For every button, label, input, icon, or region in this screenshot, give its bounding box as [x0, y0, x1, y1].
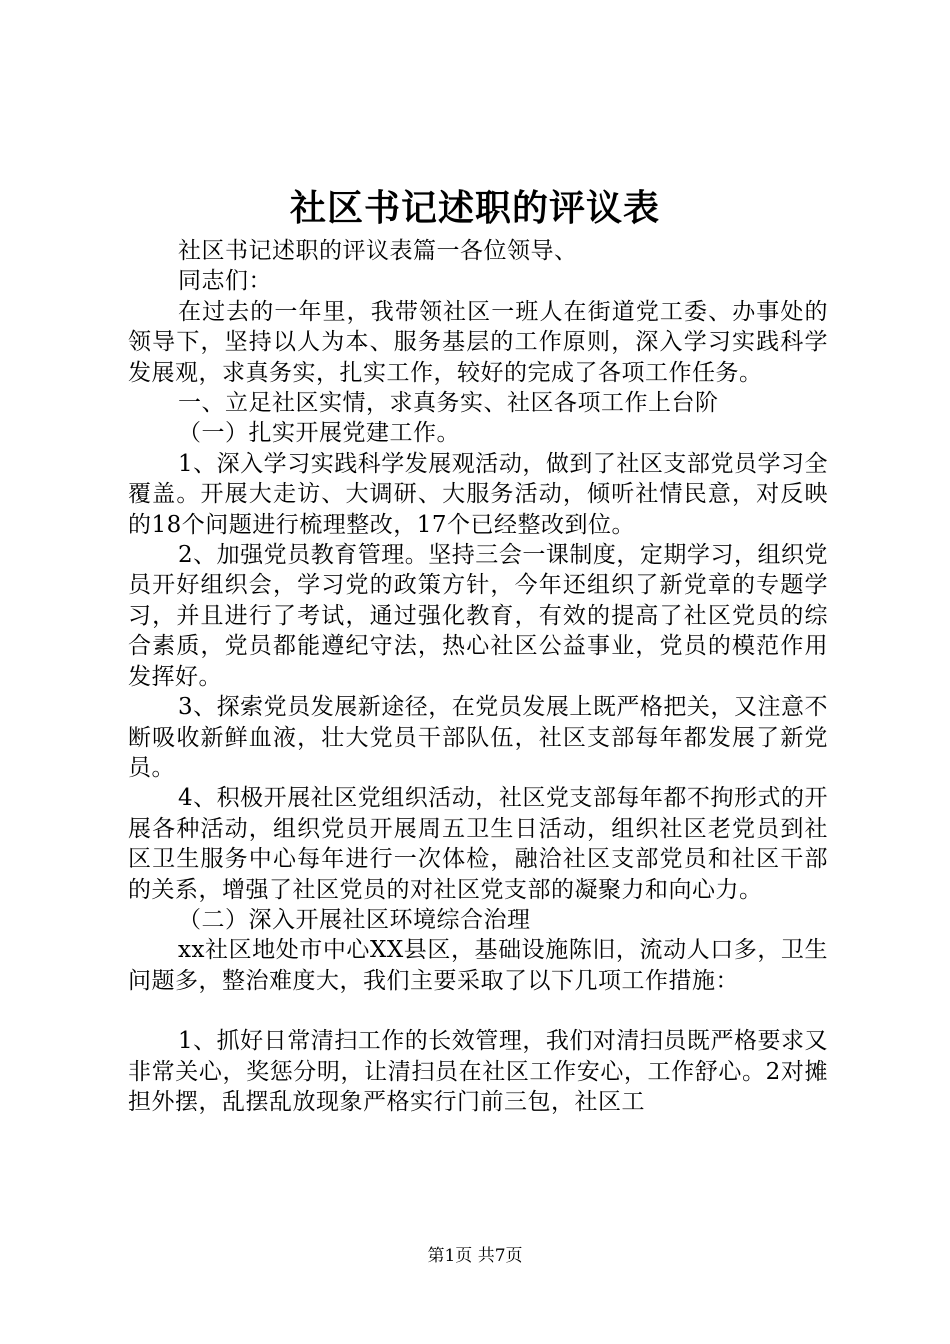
document-title: 社区书记述职的评议表 [289, 187, 660, 229]
section-heading-1: 一、立足社区实情，求真务实、社区各项工作上台阶 [178, 390, 719, 417]
paragraph-salutation: 同志们： [178, 268, 272, 295]
document-body [128, 236, 828, 1117]
paragraph-item-4: 4、积极开展社区党组织活动，社区党支部每年都不拘形式的开展各种活动，组织党员开展周五卫生日活动，组织社区老党员到社区卫生服务中心每年进行一次体检，融洽社区支部党员和社区干部的关系，增强了社区党员的对社区党支部的凝聚力和向心力。 [128, 785, 828, 903]
paragraph-item-2: 2、加强党员教育管理。坚持三会一课制度，定期学习，组织党员开好组织会，学习党的政策方针，今年还组织了新党章的专题学习，并且进行了考试，通过强化教育，有效的提高了社区党员的综合素质，党员都能遵纪守法，热心社区公益事业，党员的模范作用发挥好。 [128, 542, 828, 690]
paragraph-item-3: 3、探索党员发展新途径，在党员发展上既严格把关，又注意不断吸收新鲜血液，壮大党员干部队伍，社区支部每年都发展了新党员。 [128, 694, 828, 781]
paragraph-intro: 社区书记述职的评议表篇一各位领导、 [178, 238, 578, 264]
page-number-footer: 第1页 共7页 [427, 1246, 523, 1266]
subsection-heading-1: （一）扎实开展党建工作。 [178, 420, 460, 447]
paragraph-item-1: 1、深入学习实践科学发展观活动，做到了社区支部党员学习全覆盖。开展大走访、大调研、大服务活动，倾听社情民意，对反映的18个问题进行梳理整改，17个已经整改到位。 [128, 450, 828, 538]
paragraph-environment: xx社区地处市中心XX县区，基础设施陈旧，流动人口多，卫生问题多，整治难度大，我们主要采取了以下几项工作措施： [128, 937, 828, 994]
paragraph-cleaning: 1、抓好日常清扫工作的长效管理，我们对清扫员既严格要求又非常关心，奖惩分明，让清扫员在社区工作安心，工作舒心。2对摊担外摆，乱摆乱放现象严格实行门前三包，社区工 [128, 1028, 828, 1115]
paragraph-overview: 在过去的一年里，我带领社区一班人在街道党工委、办事处的领导下，坚持以人为本、服务基层的工作原则，深入学习实践科学发展观，求真务实，扎实工作，较好的完成了各项工作任务。 [128, 298, 828, 386]
subsection-heading-2: （二）深入开展社区环境综合治理 [178, 906, 531, 933]
